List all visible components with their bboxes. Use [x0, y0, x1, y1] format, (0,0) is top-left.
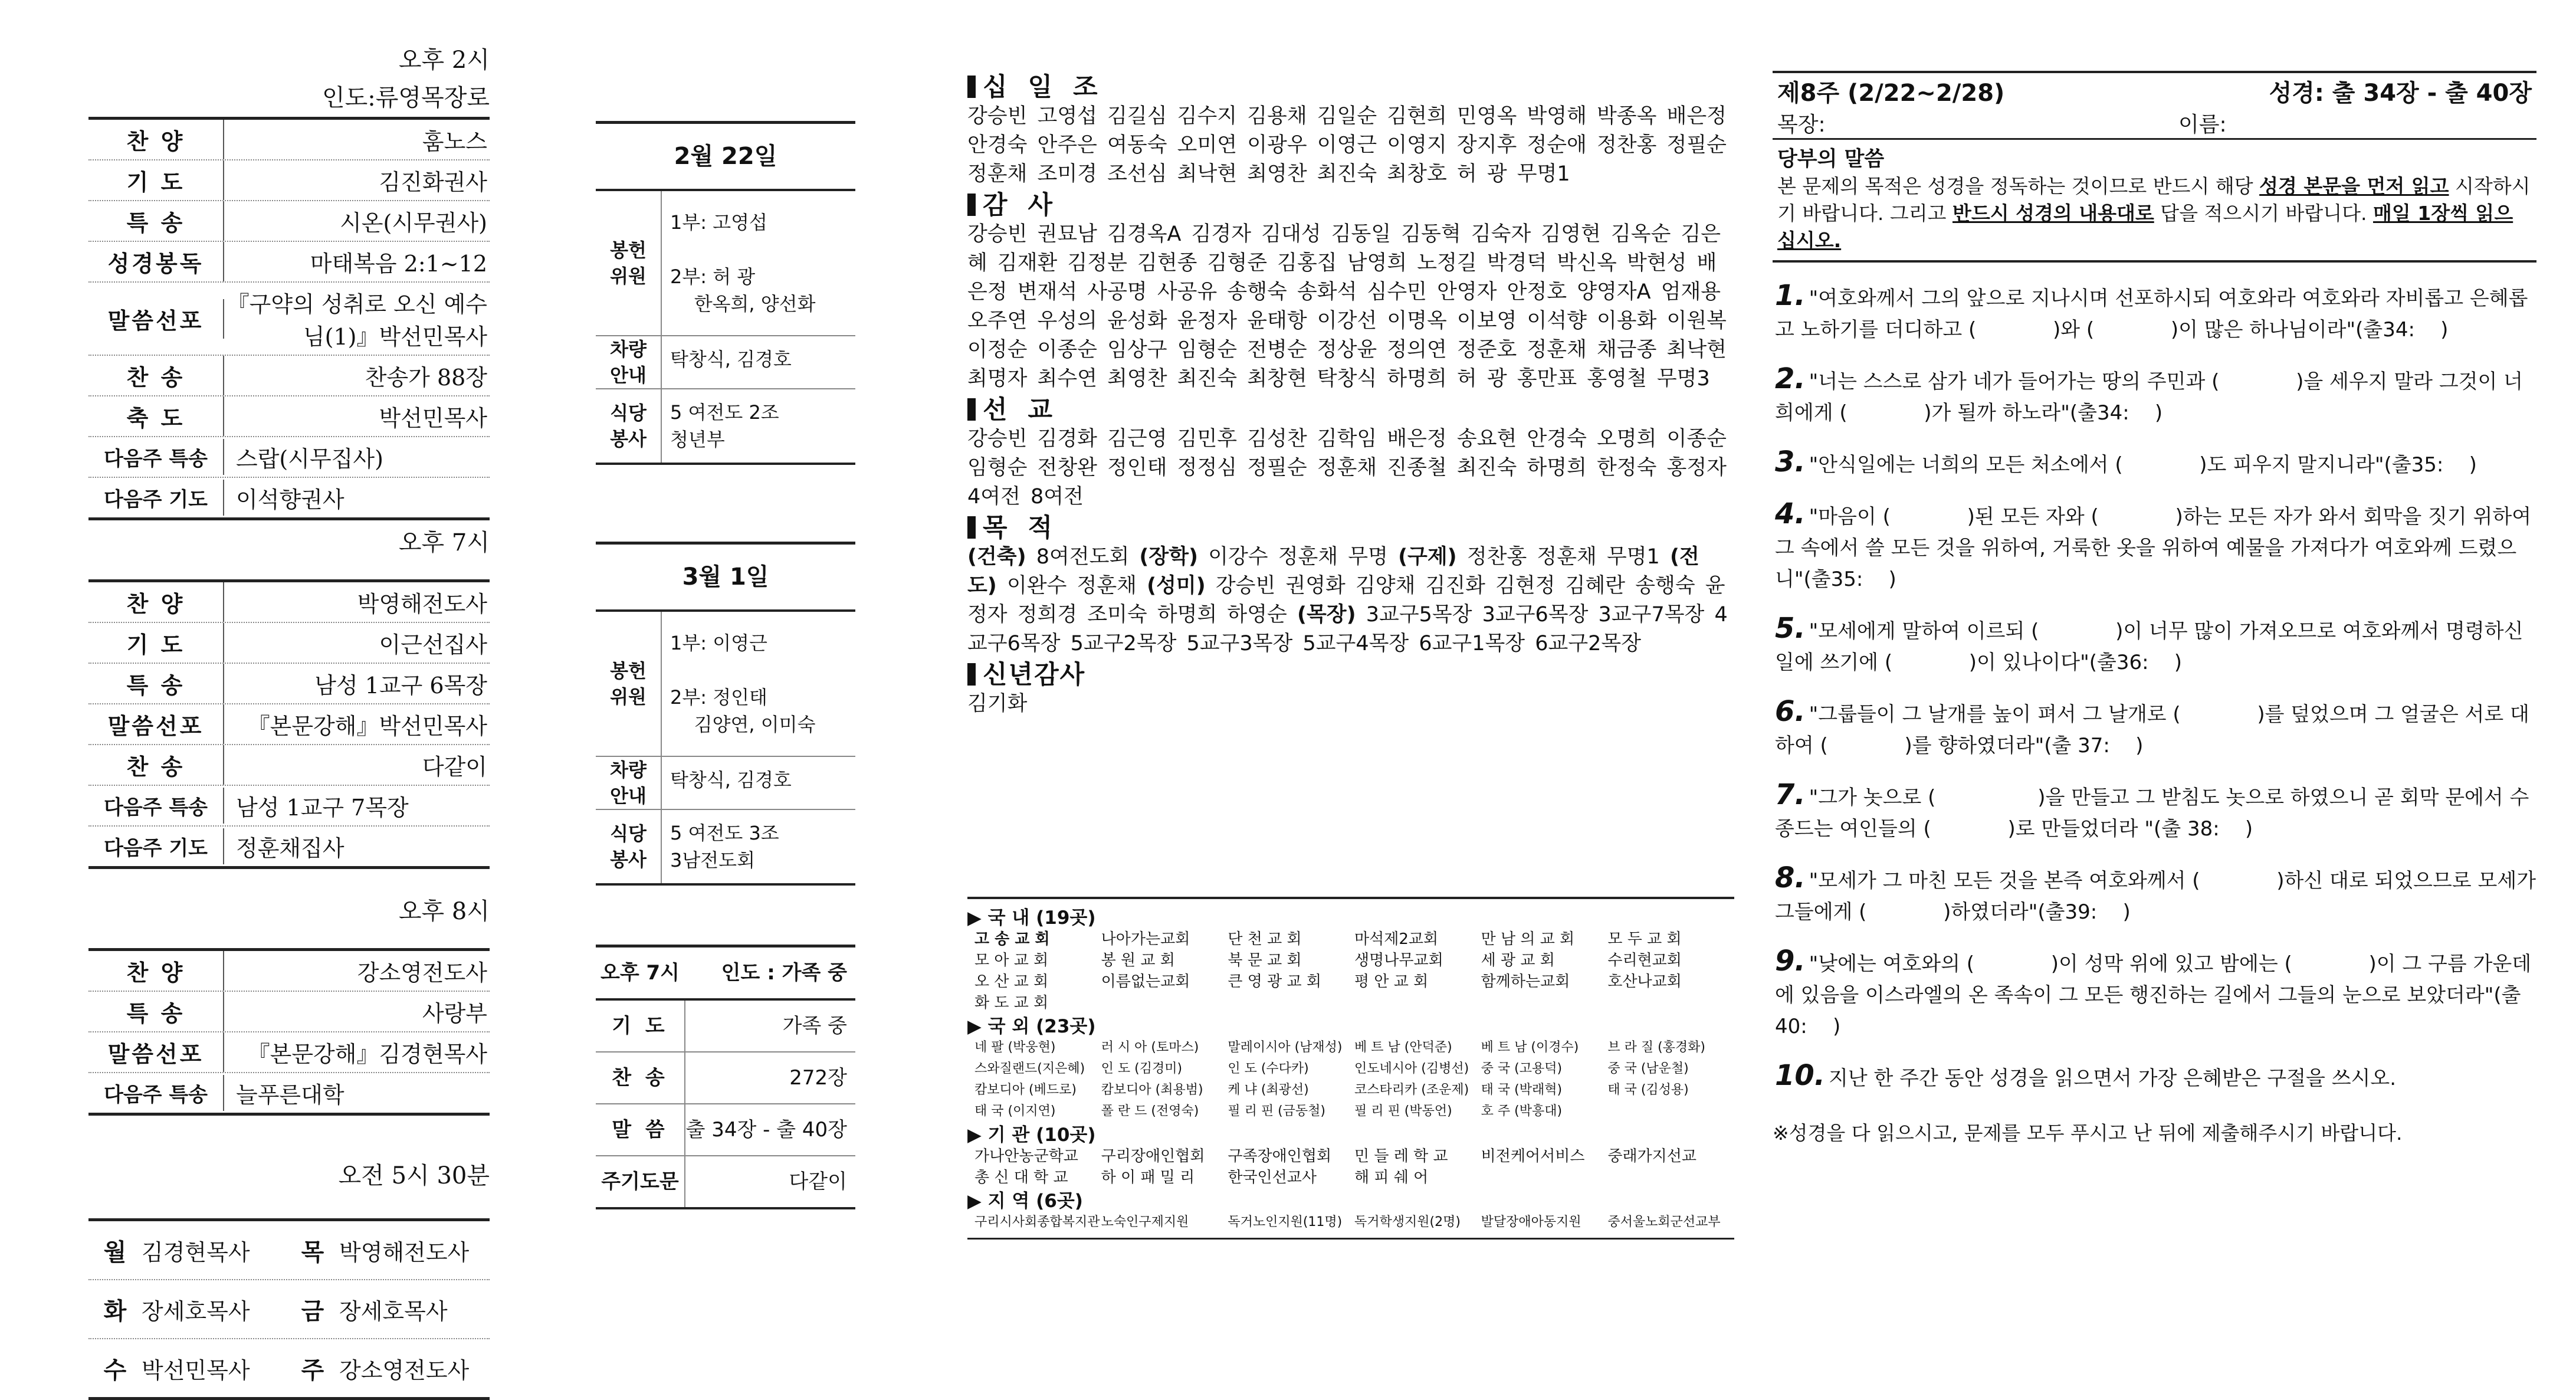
tithe-heading: 십 일 조 — [967, 73, 1728, 102]
purpose-names-text: 8여전도회 — [1036, 545, 1130, 569]
family-worship-label: 찬 송 — [596, 1053, 685, 1103]
mission-item: 나아가는교회 — [1101, 930, 1190, 948]
order-value: 『구약의 성취로 오신 예수님(1)』박선민목사 — [227, 291, 487, 350]
quiz-question — [1773, 613, 2536, 678]
intro-text: 본 문제의 목적은 성경을 정독하는 것이므로 반드시 해당 — [1777, 175, 2260, 198]
quiz-question — [1773, 499, 2536, 595]
order-row — [88, 1032, 490, 1073]
schedule-row — [596, 336, 855, 389]
service-7pm-time: 오후 7시 — [398, 529, 490, 556]
intro-emphasis: 성경 본문을 먼저 읽고 — [2259, 175, 2449, 198]
mission-item: 마석제2교회 — [1354, 930, 1439, 948]
dawn-service-table — [88, 1218, 490, 1400]
family-worship-row — [596, 1001, 855, 1053]
family-worship-time: 오후 7시 — [600, 961, 680, 985]
heading-bar-icon — [967, 398, 976, 421]
newyear-names: 김기화 — [967, 692, 1028, 716]
order-label: 기 도 — [88, 160, 224, 200]
order-row — [88, 356, 490, 396]
purpose-tag: (전도) — [967, 545, 1699, 598]
institutions-grid — [967, 1146, 1734, 1188]
dawn-day: 월 — [103, 1238, 127, 1266]
order-value: 박선민목사 — [379, 405, 487, 431]
question-number: 5. — [1775, 612, 1806, 645]
question-text: "너는 스스로 삼가 네가 들어가는 땅의 주민과 ( )을 세우지 말라 그것이 너희에게 ( )가 될까 하노라"(출34: ) — [1775, 370, 2524, 425]
family-worship-value: 가족 중 — [782, 1014, 847, 1038]
order-label: 말씀선포 — [88, 704, 224, 744]
question-number: 3. — [1775, 445, 1806, 478]
dawn-day: 수 — [103, 1356, 127, 1384]
order-row — [88, 951, 490, 992]
order-label: 다음주 특송 — [88, 439, 224, 475]
quiz-note: ※성경을 다 읽으시고, 문제를 모두 푸시고 난 뒤에 제출해주시기 바랍니다. — [1773, 1122, 2403, 1145]
order-label: 기 도 — [88, 623, 224, 663]
order-row — [88, 1073, 490, 1113]
mission-item: 수리현교회 — [1607, 952, 1682, 969]
order-label: 다음주 특송 — [88, 1075, 224, 1111]
intro-text: 시작하시기 바랍니다. 그리고 — [1777, 175, 2531, 225]
mission-item: 총 신 대 학 교 — [974, 1169, 1068, 1186]
dawn-preacher: 김경현목사 — [142, 1239, 250, 1265]
mission-item: 케 냐 (최광선) — [1228, 1083, 1309, 1097]
order-row — [88, 160, 490, 201]
mission-item: 캄보디아 (베드로) — [974, 1083, 1077, 1097]
schedule-row — [596, 810, 855, 883]
mission-item: 모 아 교 회 — [974, 952, 1049, 969]
mission-item: 중 국 (고용덕) — [1481, 1061, 1563, 1076]
regional-heading: ▶ 지 역 (6곳) — [967, 1191, 1083, 1212]
regional-grid — [967, 1212, 1734, 1233]
dawn-row — [88, 1280, 490, 1339]
mission-item: 구족장애인협회 — [1228, 1147, 1332, 1165]
order-row — [88, 283, 490, 356]
family-worship-label: 기 도 — [596, 1001, 685, 1051]
purpose-names-text: 3교구5목장 3교구6목장 3교구7목장 4교구6목장 5교구2목장 5교구3목장 5교구4목장 6교구1목장 6교구2목장 — [967, 603, 1728, 655]
mission-item: 인 도 (수다카) — [1228, 1061, 1309, 1076]
order-label: 찬 양 — [88, 120, 224, 159]
quiz-question — [1773, 779, 2536, 845]
order-row — [88, 201, 490, 242]
order-label: 특 송 — [88, 992, 224, 1031]
mission-item: 캄보디아 (최용범) — [1101, 1083, 1203, 1097]
dawn-row — [88, 1339, 490, 1397]
quiz-question — [1773, 447, 2536, 481]
order-label: 말씀선포 — [88, 1032, 224, 1072]
schedule-row — [596, 191, 855, 336]
order-value: 『본문강해』김경현목사 — [247, 1041, 487, 1067]
mission-item: 중서울노회군선교부 — [1607, 1215, 1721, 1229]
schedule-value: 5 여전도 3조 3남전도회 — [670, 822, 779, 871]
schedule-mar1 — [596, 542, 855, 886]
schedule-date: 2월 22일 — [596, 124, 855, 191]
mission-item: 필 리 핀 (박동언) — [1354, 1104, 1452, 1119]
question-text: "마음이 ( )된 모든 자와 ( )하는 모든 자가 와서 회막을 짓기 위하여 그 속에서 쓸 모든 것을 위하여, 거룩한 옷을 위하여 예물을 가져다가 여호와께 드렸으니"(출35: ) — [1775, 505, 2538, 591]
question-number: 10. — [1775, 1059, 1826, 1092]
quiz-range: 성경: 출 34장 - 출 40장 — [2269, 80, 2532, 107]
service-2pm-leader: 인도:류영목장로 — [322, 84, 490, 112]
schedule-label: 차량 안내 — [596, 757, 662, 809]
mission-item: 북 문 교 회 — [1228, 952, 1302, 969]
quiz-question — [1773, 363, 2536, 429]
mission-item: 코스타리카 (조운제) — [1354, 1083, 1469, 1097]
mission-item: 태 국 (김성용) — [1607, 1083, 1689, 1097]
schedule-label: 봉헌 위원 — [596, 612, 662, 756]
order-row — [88, 242, 490, 283]
family-worship-value: 다같이 — [789, 1170, 847, 1194]
quiz-fields — [1773, 108, 2536, 140]
service-8pm-time: 오후 8시 — [398, 898, 490, 925]
schedule-row — [596, 757, 855, 810]
mission-item: 네 팔 (박웅현) — [974, 1040, 1056, 1055]
order-label: 찬 양 — [88, 582, 224, 622]
heading-bar-icon — [967, 194, 976, 216]
mission-item: 독거노인지원(11명) — [1228, 1215, 1343, 1229]
mission-item: 인 도 (김경미) — [1101, 1061, 1183, 1076]
mission-item: 생명나무교회 — [1354, 952, 1443, 969]
bible-quiz-column — [1773, 71, 2542, 1146]
mission-item: 인도네시아 (김병선) — [1354, 1061, 1469, 1076]
service-2pm-table — [88, 117, 490, 520]
order-label: 찬 송 — [88, 745, 224, 785]
thanks-heading: 감 사 — [967, 191, 1728, 220]
schedule-date: 3월 1일 — [596, 545, 855, 612]
purpose-names-text: 정찬홍 정훈채 무명1 — [1466, 545, 1660, 569]
quiz-header — [1773, 71, 2536, 108]
question-text: 지난 한 주간 동안 성경을 읽으면서 가장 은혜받은 구절을 쓰시오. — [1829, 1067, 2397, 1090]
order-row — [88, 623, 490, 664]
family-worship-row — [596, 1053, 855, 1104]
mission-item: 스와질랜드(지은혜) — [974, 1061, 1085, 1076]
mission-item: 단 천 교 회 — [1228, 930, 1302, 948]
tithe-names: 강승빈 고영섭 김길심 김수지 김용채 김일순 김현희 민영옥 박영해 박종옥 배은정 안경숙 안주은 여동숙 오미연 이광우 이영근 이영지 장지후 정순애 정찬홍 정필순 정훈채 조미경 조선심 최낙현 최영찬 최진숙 최창호 허 광 무명1 — [967, 104, 1727, 186]
mission-item: 민 들 레 학 교 — [1354, 1147, 1448, 1165]
dawn-preacher: 장세호목사 — [339, 1298, 448, 1324]
mission-item: 봉 원 교 회 — [1101, 952, 1175, 969]
family-worship-value: 출 34장 - 출 40장 — [685, 1118, 847, 1142]
order-value: 강소영전도사 — [357, 960, 487, 986]
question-text: "모세가 그 마친 모든 것을 본즉 여호와께서 ( )하신 대로 되었으므로 모세가 그들에게 ( )하였더라"(출39: ) — [1775, 869, 2542, 924]
mission-item: 폴 란 드 (전영숙) — [1101, 1104, 1199, 1119]
mission-item: 고 송 교 회 — [974, 930, 1050, 948]
mission-item: 만 남 의 교 회 — [1481, 930, 1575, 948]
order-label: 특 송 — [88, 201, 224, 241]
question-number: 8. — [1775, 861, 1806, 894]
order-value: 시온(시무권사) — [340, 210, 487, 236]
mission-item: 노숙인구제지원 — [1101, 1215, 1189, 1229]
mission-item: 모 두 교 회 — [1607, 930, 1682, 948]
order-row — [88, 786, 490, 827]
order-label: 찬 송 — [88, 356, 224, 395]
mission-item: 중래가지선교 — [1607, 1147, 1697, 1165]
order-label: 성경봉독 — [88, 242, 224, 281]
mission-item: 호 주 (박흥대) — [1481, 1104, 1563, 1119]
schedule-feb22 — [596, 121, 855, 465]
order-row — [88, 437, 490, 478]
intro-title: 당부의 말씀 — [1777, 147, 1885, 171]
family-worship-header — [596, 947, 855, 1001]
order-value: 찬송가 88장 — [365, 365, 487, 391]
mission-item: 필 리 핀 (금동철) — [1228, 1104, 1325, 1119]
mission-item: 태 국 (박래혁) — [1481, 1083, 1563, 1097]
heading-bar-icon — [967, 663, 976, 686]
order-value: 늘푸른대학 — [236, 1082, 344, 1108]
purpose-names-text: 이강수 정훈채 무명 — [1208, 545, 1388, 569]
order-value: 이근선집사 — [379, 632, 487, 658]
order-row — [88, 827, 490, 866]
schedule-label: 봉헌 위원 — [596, 191, 662, 335]
mission-item: 큰 영 광 교 회 — [1228, 973, 1321, 991]
order-value: 다같이 — [422, 754, 487, 780]
order-label: 특 송 — [88, 664, 224, 703]
mission-item: 호산나교회 — [1607, 973, 1682, 991]
order-value: 정훈채집사 — [236, 835, 344, 861]
purpose-tag: (목장) — [1297, 603, 1356, 627]
quiz-week: 제8주 (2/22~2/28) — [1777, 80, 2005, 107]
name-field[interactable]: 이름: — [2178, 113, 2227, 137]
question-number: 9. — [1775, 945, 1806, 978]
schedule-column — [596, 121, 855, 1209]
order-value: 『본문강해』박선민목사 — [247, 713, 487, 739]
dawn-row — [88, 1221, 490, 1280]
purpose-tag: (건축) — [967, 545, 1026, 569]
service-7pm-table — [88, 579, 490, 869]
dawn-day: 금 — [301, 1297, 324, 1325]
order-label: 다음주 기도 — [88, 480, 224, 516]
heading-bar-icon — [967, 516, 976, 539]
family-worship-row — [596, 1156, 855, 1207]
schedule-row — [596, 612, 855, 757]
quiz-question — [1773, 861, 2542, 928]
mission-item: 비전케어서비스 — [1481, 1147, 1585, 1165]
order-label: 찬 양 — [88, 951, 224, 991]
domestic-grid — [967, 929, 1734, 1014]
newyear-heading: 신년감사 — [967, 661, 1728, 690]
dawn-day: 주 — [301, 1356, 324, 1384]
question-number: 1. — [1775, 279, 1806, 312]
order-row — [88, 582, 490, 623]
dawn-preacher: 강소영전도사 — [339, 1357, 470, 1383]
family-worship-table — [596, 945, 855, 1209]
mission-item: 세 광 교 회 — [1481, 952, 1555, 969]
mission-item: 오 산 교 회 — [974, 973, 1049, 991]
quiz-questions — [1773, 279, 2542, 1094]
question-text: "그룹들이 그 날개를 높이 펴서 그 날개로 ( )를 덮었으며 그 얼굴은 서로 대하여 ( )를 향하였더라"(출 37: ) — [1775, 703, 2529, 758]
order-value: 사랑부 — [422, 1001, 487, 1027]
intro-emphasis: 매일 1장씩 읽으십시오. — [1777, 202, 2513, 252]
quiz-question — [1773, 1060, 2536, 1094]
dawn-preacher: 박선민목사 — [142, 1357, 250, 1383]
family-worship-value: 272장 — [789, 1066, 847, 1090]
thanks-names: 강승빈 권묘남 김경옥A 김경자 김대성 김동일 김동혁 김숙자 김영현 김옥순 김은혜 김재환 김정분 김현종 김형준 김홍집 남영희 노정길 박경덕 박신옥 박현성 배은정 변재석 사공명 사공유 송행숙 송화석 심수민 안영자 안정호 양영자A 엄재용 오주연 우성의 윤성화 윤정자 윤태항 이강선 이명옥 이보영 이석향 이용화 이원복 이정순 이종순 임상구 임형순 전병순 정상윤 정의연 정준호 정훈채 채금종 최낙현 최명자 최수연 최영찬 최진숙 최창현 탁창식 하명희 허 광 홍만표 홍영철 무명3 — [967, 222, 1727, 391]
family-worship-label: 말 씀 — [596, 1104, 685, 1155]
order-label: 말씀선포 — [88, 299, 224, 339]
order-row — [88, 478, 490, 517]
order-value: 마태복음 2:1~12 — [310, 251, 487, 277]
quiz-intro — [1773, 140, 2536, 263]
order-row — [88, 745, 490, 786]
dawn-day: 목 — [301, 1238, 324, 1266]
worship-order-column — [88, 41, 490, 1400]
offerings-column — [967, 71, 1728, 719]
purpose-names — [967, 543, 1728, 658]
purpose-names-text: 강승빈 권영화 김양채 김진화 김현정 김혜란 송행숙 윤정자 정희경 조미숙 하명희 하영순 — [967, 574, 1725, 627]
order-value: 김진화권사 — [379, 169, 487, 195]
purpose-names-text: 이완수 정훈채 — [1006, 574, 1137, 598]
mission-item: 가나안농군학교 — [974, 1147, 1078, 1165]
dawn-preacher: 장세호목사 — [142, 1298, 250, 1324]
mission-item: 베 트 남 (안덕준) — [1354, 1040, 1452, 1055]
mokjang-field[interactable]: 목장: — [1777, 113, 1826, 137]
family-worship-row — [596, 1104, 855, 1156]
purpose-tag: (구제) — [1398, 545, 1457, 569]
intro-text: 답을 적으시기 바랍니다. — [2154, 202, 2373, 225]
mission-item: 이름없는교회 — [1101, 973, 1190, 991]
order-row — [88, 664, 490, 704]
mission-item: 평 안 교 회 — [1354, 973, 1429, 991]
question-number: 4. — [1775, 497, 1806, 530]
mission-item: 중 국 (남운철) — [1607, 1061, 1689, 1076]
mission-item: 독거학생지원(2명) — [1354, 1215, 1461, 1229]
question-text: "모세에게 말하여 이르되 ( )이 너무 많이 가져오므로 여호와께서 명령하신 일에 쓰기에 ( )이 있나이다"(출36: ) — [1775, 619, 2530, 674]
question-text: "낮에는 여호와의 ( )이 성막 위에 있고 밤에는 ( )이 그 구름 가운데에 있음을 이스라엘의 온 족속이 그 모든 행진하는 길에서 그들의 눈으로 보았더라"(출40: ) — [1775, 952, 2532, 1038]
order-value: 스랍(시무집사) — [236, 446, 383, 472]
domestic-heading: ▶ 국 내 (19곳) — [967, 907, 1096, 929]
schedule-label: 식당 봉사 — [596, 389, 662, 463]
question-number: 7. — [1775, 778, 1806, 811]
mission-support-list — [967, 897, 1734, 1240]
institutions-heading: ▶ 기 관 (10곳) — [967, 1124, 1096, 1146]
mission-item: 하 이 패 밀 리 — [1101, 1169, 1195, 1186]
mission-item: 구리장애인협회 — [1101, 1147, 1205, 1165]
family-worship-leader: 인도 : 가족 중 — [721, 961, 847, 985]
purpose-heading: 목 적 — [967, 514, 1728, 543]
mission-item: 해 피 쉐 어 — [1354, 1169, 1429, 1186]
mission-item: 말레이시아 (남재성) — [1228, 1040, 1343, 1055]
purpose-tag: (장학) — [1139, 545, 1199, 569]
dawn-service-time: 오전 5시 30분 — [338, 1162, 490, 1189]
overseas-grid — [967, 1037, 1734, 1122]
mission-item: 브 라 질 (홍경화) — [1607, 1040, 1705, 1055]
schedule-value: 1부: 이영근 2부: 정인태 김양연, 이미숙 — [670, 632, 816, 736]
purpose-tag: (성미) — [1147, 574, 1206, 598]
schedule-label: 차량 안내 — [596, 336, 662, 388]
mission-item: 한국인선교사 — [1228, 1169, 1317, 1186]
mission-item: 화 도 교 회 — [974, 994, 1049, 1012]
order-value: 이석향권사 — [236, 487, 344, 513]
order-value: 남성 1교구 6목장 — [314, 673, 487, 699]
question-text: "여호와께서 그의 앞으로 지나시며 선포하시되 여호와라 여호와라 자비롭고 은혜롭고 노하기를 더디하고 ( )와 ( )이 많은 하나님이라"(출34: ) — [1775, 287, 2528, 342]
heading-bar-icon — [967, 76, 976, 98]
schedule-value: 5 여전도 2조 청년부 — [670, 401, 779, 451]
dawn-day: 화 — [103, 1297, 127, 1325]
overseas-heading: ▶ 국 외 (23곳) — [967, 1016, 1096, 1037]
quiz-question — [1773, 946, 2536, 1042]
quiz-question — [1773, 280, 2536, 346]
schedule-row — [596, 389, 855, 463]
mission-item: 러 시 아 (토마스) — [1101, 1040, 1199, 1055]
question-text: "그가 놋으로 ( )을 만들고 그 받침도 놋으로 하였으니 곧 회막 문에서 수종드는 여인들의 ( )로 만들었더라 "(출 38: ) — [1775, 786, 2529, 841]
intro-emphasis: 반드시 성경의 내용대로 — [1952, 202, 2154, 225]
schedule-label: 식당 봉사 — [596, 810, 662, 883]
order-row — [88, 396, 490, 437]
quiz-question — [1773, 696, 2536, 762]
family-worship-label: 주기도문 — [596, 1156, 685, 1207]
order-label: 다음주 특송 — [88, 788, 224, 824]
mission-item: 발달장애아동지원 — [1481, 1215, 1581, 1229]
order-row — [88, 704, 490, 745]
order-value: 훔노스 — [422, 129, 487, 155]
mission-item: 태 국 (이지연) — [974, 1104, 1056, 1119]
order-label: 다음주 기도 — [88, 828, 224, 864]
service-8pm-table — [88, 948, 490, 1116]
question-text: "안식일에는 너희의 모든 처소에서 ( )도 피우지 말지니라"(출35: ) — [1809, 453, 2477, 477]
mission-item: 구리시사회종합복지관 — [974, 1215, 1100, 1229]
order-label: 축 도 — [88, 396, 224, 436]
mission-heading: 선 교 — [967, 396, 1728, 425]
question-number: 6. — [1775, 695, 1806, 728]
mission-item: 베 트 남 (이경수) — [1481, 1040, 1579, 1055]
order-value: 박영해전도사 — [357, 591, 487, 617]
question-number: 2. — [1775, 362, 1806, 395]
mission-names: 강승빈 김경화 김근영 김민후 김성찬 김학임 배은정 송요현 안경숙 오명희 이종순 임형순 전창완 정인태 정정심 정필순 정훈채 진종철 최진숙 하명희 한정숙 홍정자 4여전 8여전 — [967, 427, 1727, 509]
mission-item: 함께하는교회 — [1481, 973, 1570, 991]
order-value: 남성 1교구 7목장 — [236, 795, 409, 821]
order-row — [88, 120, 490, 160]
schedule-value: 1부: 고영섭 2부: 허 광 한옥희, 양선화 — [670, 211, 816, 315]
dawn-preacher: 박영해전도사 — [339, 1239, 470, 1265]
order-row — [88, 992, 490, 1032]
schedule-value: 탁창식, 김경호 — [670, 348, 792, 371]
service-2pm-time: 오후 2시 — [398, 47, 490, 74]
schedule-value: 탁창식, 김경호 — [670, 769, 792, 791]
